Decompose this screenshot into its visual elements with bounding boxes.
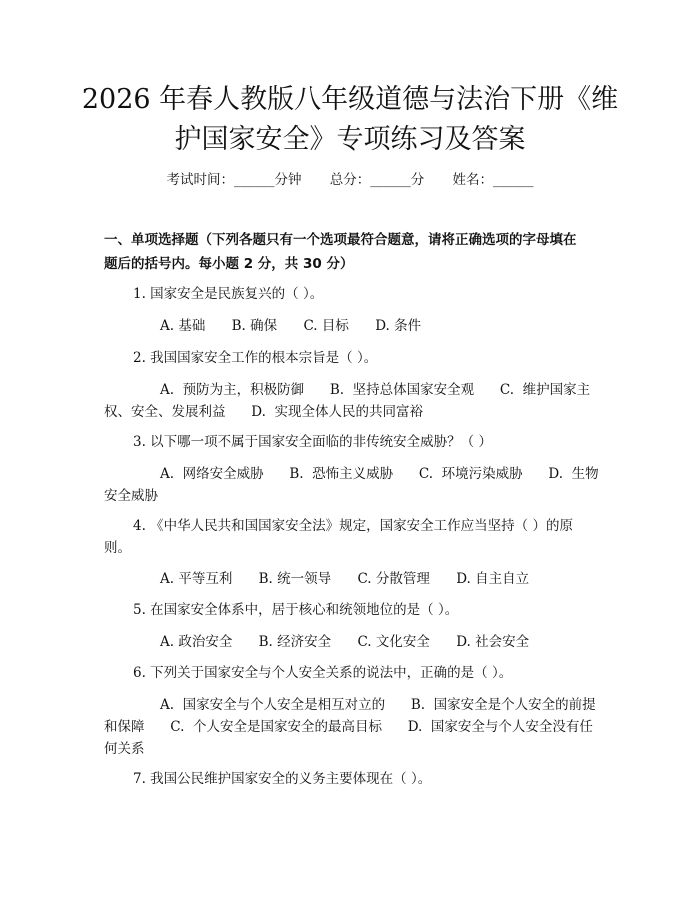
question-3-options-line-1: A. 网络安全威胁 B. 恐怖主义威胁 C. 环境污染威胁 D. 生物 (160, 466, 599, 482)
option-a: A. 平等互利 (160, 571, 233, 587)
option-c: C. 分散管理 (357, 571, 430, 587)
option-a: A. 政治安全 (160, 634, 233, 650)
question-5-stem: 5. 在国家安全体系中，居于核心和统领地位的是（ ）。 (133, 602, 459, 618)
question-6-options-line-1: A. 国家安全与个人安全是相互对立的 B. 国家安全是个人安全的前提 (160, 697, 596, 713)
question-7-stem: 7. 我国公民维护国家安全的义务主要体现在（ ）。 (133, 771, 432, 787)
question-2-stem: 2. 我国国家安全工作的根本宗旨是（ ）。 (133, 350, 378, 366)
option-c: C. 目标 (303, 318, 349, 334)
document-title-line-2: 护国家安全》专项练习及答案 (174, 124, 526, 155)
option-b: B. 统一领导 (258, 571, 332, 587)
document-title-line-1: 2026 年春人教版八年级道德与法治下册《维 (81, 84, 619, 115)
total-score: 总分：______分 (329, 172, 425, 188)
option-d: D. 自主自立 (456, 571, 530, 587)
question-3-stem: 3. 以下哪一项不属于国家安全面临的非传统安全威胁？（ ） (133, 434, 492, 450)
section-heading (104, 228, 604, 276)
question-4-stem-line-2: 则。 (104, 540, 131, 556)
option-c: C. 文化安全 (357, 634, 430, 650)
question-4-stem: 4. 《中华人民共和国国家安全法》规定，国家安全工作应当坚持（ ）的原 (133, 518, 573, 534)
question-5-options (160, 630, 551, 650)
exam-time: 考试时间：______分钟 (166, 172, 302, 188)
exam-info (0, 168, 700, 188)
question-3-options-line-2: 安全威胁 (104, 488, 158, 504)
option-d: D. 条件 (375, 318, 422, 334)
section-heading-line-1: 一、单项选择题（下列各题只有一个选项最符合题意，请将正确选项的字母填在 (104, 232, 577, 248)
option-b: B. 经济安全 (258, 634, 332, 650)
question-1-options (160, 314, 443, 334)
question-2-options-line-2: 权、安全、发展利益 D. 实现全体人民的共同富裕 (104, 404, 423, 420)
option-b: B. 确保 (231, 318, 278, 334)
question-2-options-line-1: A. 预防为主，积极防御 B. 坚持总体国家安全观 C. 维护国家主 (160, 382, 591, 398)
question-6-stem: 6. 下列关于国家安全与个人安全关系的说法中，正确的是（ ）。 (133, 665, 513, 681)
question-6-options-line-3: 何关系 (104, 741, 145, 757)
question-1-stem: 1. 国家安全是民族复兴的（ ）。 (133, 286, 324, 302)
section-heading-line-2: 题后的括号内。每小题 2 分，共 30 分） (104, 256, 354, 272)
question-4-options (160, 567, 551, 587)
question-6-options-line-2: 和保障 C. 个人安全是国家安全的最高目标 D. 国家安全与个人安全没有任 (104, 719, 593, 735)
option-d: D. 社会安全 (456, 634, 530, 650)
option-a: A. 基础 (160, 318, 206, 334)
student-name: 姓名：______ (452, 172, 534, 188)
